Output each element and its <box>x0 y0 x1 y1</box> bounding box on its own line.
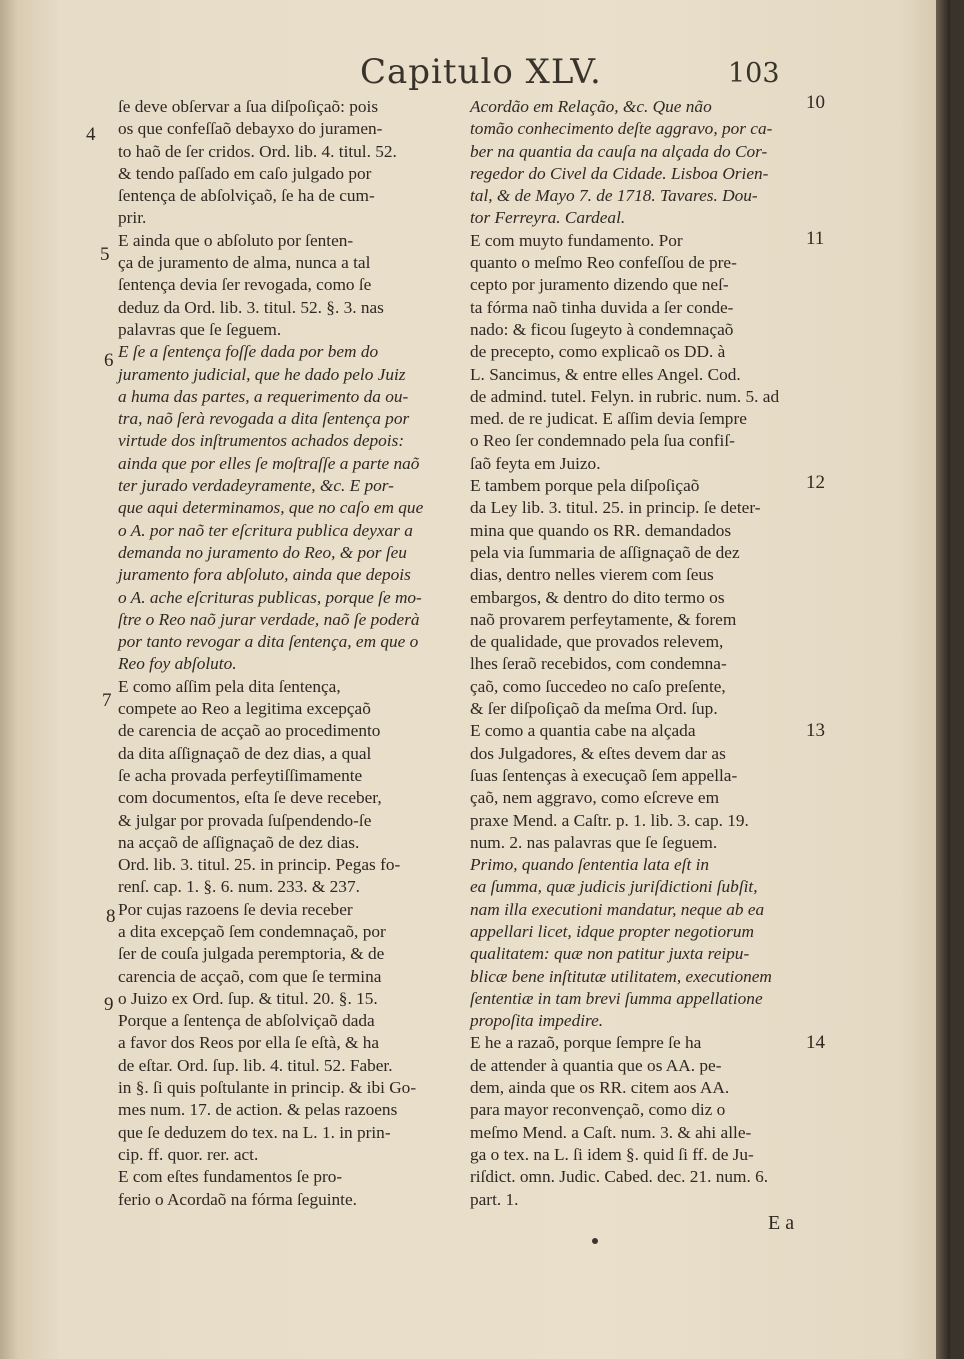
text-line: ea ſumma, quæ judicis juriſdictioni ſubſit, <box>470 877 758 897</box>
text-line: ſtre o Reo naõ jurar verdade, naõ ſe poderà <box>118 609 420 629</box>
text-line: quanto o meſmo Reo confeſſou de pre- <box>470 253 737 273</box>
text-line: cip. ff. quor. rer. act. <box>118 1144 259 1164</box>
text-line: o A. por naõ ter eſcritura publica deyxar a <box>118 520 413 540</box>
text-line: appellari licet, idque propter negotiorum <box>470 921 754 941</box>
text-line: ſentença devia ſer revogada, como ſe <box>118 275 372 295</box>
text-line: por tanto revogar a dita ſentença, em que o <box>118 632 419 652</box>
text-line: a favor dos Reos por ella ſe eſtà, & ha <box>118 1033 380 1053</box>
margin-note-number: 14 <box>806 1032 825 1053</box>
text-line: mes num. 17. de action. & pelas razoens <box>118 1100 398 1120</box>
text-line: E tambem porque pela diſpoſiçaõ <box>470 476 700 496</box>
text-line: med. de re judicat. E aſſim devia ſempre <box>470 409 747 429</box>
text-line: dias, dentro nelles vierem com ſeus <box>470 565 714 585</box>
text-line: L. Sancimus, & entre elles Angel. Cod. <box>470 364 741 384</box>
text-line: ſententiæ in tam brevi ſumma appellatione <box>470 988 763 1008</box>
margin-note-number: 13 <box>806 720 825 741</box>
text-line: E como aſſim pela dita ſentença, <box>118 676 341 696</box>
catchword: E a <box>768 1212 795 1234</box>
text-line: de attender à quantia que os AA. pe- <box>470 1055 722 1075</box>
text-line: de precepto, como explicaõ os DD. à <box>470 342 726 362</box>
text-line: ainda que por elles ſe moſtraſſe a parte naõ <box>118 453 420 473</box>
text-line: Ord. lib. 3. titul. 25. in princip. Pegas fo- <box>118 855 401 875</box>
margin-note-number: 12 <box>806 472 825 493</box>
text-line: o Reo ſer condemnado pela ſua confiſ- <box>470 431 735 451</box>
text-line: embargos, & dentro do dito termo os <box>470 587 725 607</box>
text-line: mina que quando os RR. demandados <box>470 520 732 540</box>
running-title: Capitulo XLV. <box>360 52 602 92</box>
text-line: o Juizo ex Ord. ſup. & titul. 20. §. 15. <box>118 988 378 1008</box>
text-line: de eſtar. Ord. ſup. lib. 4. titul. 52. Faber. <box>118 1055 393 1075</box>
text-line: E ainda que o abſoluto por ſenten- <box>118 230 354 250</box>
text-line: & tendo paſſado em caſo julgado por <box>118 163 372 183</box>
text-line: ſaõ feyta em Juizo. <box>470 453 601 473</box>
text-line: compete ao Reo a legitima excepçaõ <box>118 699 371 719</box>
text-line: part. 1. <box>470 1189 519 1209</box>
text-line: juramento fora abſoluto, ainda que depois <box>118 565 411 585</box>
text-line: juramento judicial, que he dado pelo Juiz <box>118 364 406 384</box>
text-line: da Ley lib. 3. titul. 25. in princip. ſe deter- <box>470 498 761 518</box>
margin-note-number: 11 <box>806 228 825 249</box>
text-line: ſe deve obſervar a ſua diſpoſiçaõ: pois <box>118 97 379 116</box>
text-line: ber na quantia da cauſa na alçada do Cor- <box>470 141 768 161</box>
text-line: tor Ferreyra. Cardeal. <box>470 208 626 228</box>
text-line: palavras que ſe ſeguem. <box>118 319 282 339</box>
text-line: para mayor reconvençaõ, como diz o <box>470 1100 726 1120</box>
text-line: que ſe deduzem do tex. na L. 1. in prin- <box>118 1122 391 1142</box>
text-line: E com muyto fundamento. Por <box>470 230 683 250</box>
text-line: virtude dos inſtrumentos achados depois: <box>118 431 405 451</box>
text-line: praxe Mend. a Caſtr. p. 1. lib. 3. cap. 19. <box>470 810 749 830</box>
text-line: regedor do Civel da Cidade. Lisboa Orien- <box>470 163 769 183</box>
text-line: de admind. tutel. Felyn. in rubric. num. 5. ad <box>470 386 780 406</box>
text-line: ſe acha provada perfeytiſſimamente <box>118 765 363 785</box>
text-line: cepto por juramento dizendo que neſ- <box>470 275 729 295</box>
text-line: Por cujas razoens ſe devia receber <box>118 899 353 919</box>
text-line: lhes ſeraõ recebidos, com condemna- <box>470 654 727 674</box>
text-line: que aqui determinamos, que no caſo em que <box>118 498 424 518</box>
page-number: 103 <box>728 58 780 89</box>
page-edge <box>936 0 950 1359</box>
text-line: de qualidade, que provados relevem, <box>470 632 724 652</box>
text-line: propoſita impedire. <box>470 1011 604 1031</box>
text-line: ga o tex. na L. ſi idem §. quid ſi ff. de Ju- <box>470 1144 754 1164</box>
text-line: deduz da Ord. lib. 3. titul. 52. §. 3. nas <box>118 297 384 317</box>
text-line: Acordão em Relação, &c. Que não <box>470 97 712 116</box>
text-line: tal, & de Mayo 7. de 1718. Tavares. Dou- <box>470 186 758 206</box>
margin-note-number: 4 <box>86 124 96 145</box>
margin-note-number: 5 <box>100 244 110 265</box>
text-line: to haõ de ſer cridos. Ord. lib. 4. titul. 52. <box>118 141 397 161</box>
text-line: & ſer diſpoſiçaõ da meſma Ord. ſup. <box>470 699 718 719</box>
text-line: pela via ſummaria de aſſignaçaõ de dez <box>470 542 740 562</box>
text-line: com documentos, eſta ſe deve receber, <box>118 788 382 808</box>
text-line: Porque a ſentença de abſolviçaõ dada <box>118 1011 375 1031</box>
margin-note-number: 6 <box>104 350 114 371</box>
text-line: prir. <box>118 208 147 228</box>
text-line: tomão conhecimento deſte aggravo, por ca- <box>470 119 773 139</box>
text-line: a huma das partes, a requerimento da ou- <box>118 386 409 406</box>
text-line: in §. ſi quis poſtulante in princip. & ibi Go- <box>118 1078 417 1098</box>
text-line: de carencia de acçaõ ao procedimento <box>118 721 381 741</box>
text-line: tra, naõ ſerà revogada a dita ſentença por <box>118 409 410 429</box>
text-line: ça de juramento de alma, nunca a tal <box>118 253 371 273</box>
ink-dot <box>592 1238 598 1244</box>
margin-note-number: 7 <box>102 690 112 711</box>
text-line: renſ. cap. 1. §. 6. num. 233. & 237. <box>118 877 360 897</box>
text-line: nado: & ficou ſugeyto à condemnaçaõ <box>470 319 734 339</box>
text-line: dos Julgadores, & eſtes devem dar as <box>470 743 726 763</box>
text-line: ſer de couſa julgada peremptoria, & de <box>118 944 385 964</box>
text-line: Primo, quando ſententia lata eſt in <box>470 855 710 875</box>
text-line: blicæ bene inſtitutæ utilitatem, executionem <box>470 966 772 986</box>
text-line: qualitatem: quæ non patitur juxta reipu- <box>470 944 750 964</box>
text-line: riſdict. omn. Judic. Cabed. dec. 21. num. 6. <box>470 1167 769 1187</box>
text-line: carencia de acçaõ, com que ſe termina <box>118 966 382 986</box>
margin-note-number: 9 <box>104 994 114 1015</box>
text-line: çaõ, nem aggravo, como eſcreve em <box>470 788 720 808</box>
text-line: ter jurado verdadeyramente, &c. E por- <box>118 476 394 496</box>
text-line: çaõ, como ſuccedeo no caſo preſente, <box>470 676 726 696</box>
text-line: ferio o Acordaõ na fórma ſeguinte. <box>118 1189 357 1209</box>
text-line: dem, ainda que os RR. citem aos AA. <box>470 1078 730 1098</box>
text-line: ſentença de abſolviçaõ, ſe ha de cum- <box>118 186 375 206</box>
margin-note-number: 8 <box>106 906 116 927</box>
text-line: a dita excepçaõ ſem condemnaçaõ, por <box>118 921 386 941</box>
text-line: na acçaõ de aſſignaçaõ de dez dias. <box>118 832 360 852</box>
right-text-column <box>470 96 806 1211</box>
text-line: os que confeſſaõ debayxo do juramen- <box>118 119 383 139</box>
text-line: num. 2. nas palavras que ſe ſeguem. <box>470 832 718 852</box>
text-line: da dita aſſignaçaõ de dez dias, a qual <box>118 743 372 763</box>
text-line: ta fórma naõ tinha duvida a ſer conde- <box>470 297 734 317</box>
page-header <box>0 52 950 96</box>
text-line: E he a razaõ, porque ſempre ſe ha <box>470 1033 702 1053</box>
text-line: meſmo Mend. a Caſt. num. 3. & ahi alle- <box>470 1122 752 1142</box>
text-line: nam illa executioni mandatur, neque ab ea <box>470 899 765 919</box>
text-line: E como a quantia cabe na alçada <box>470 721 696 741</box>
text-line: E ſe a ſentença foſſe dada por bem do <box>118 342 379 362</box>
text-line: & julgar por provada ſuſpendendo-ſe <box>118 810 372 830</box>
text-line: o A. ache eſcrituras publicas, porque ſe mo- <box>118 587 422 607</box>
text-line: E com eſtes fundamentos ſe pro- <box>118 1167 343 1187</box>
text-line: Reo foy abſoluto. <box>118 654 237 674</box>
left-text-column <box>118 96 458 1211</box>
margin-note-number: 10 <box>806 92 825 113</box>
text-line: demanda no juramento do Reo, & por ſeu <box>118 542 407 562</box>
text-line: ſuas ſentenças à execuçaõ ſem appella- <box>470 765 738 785</box>
text-line: naõ provarem perfeytamente, & forem <box>470 609 737 629</box>
